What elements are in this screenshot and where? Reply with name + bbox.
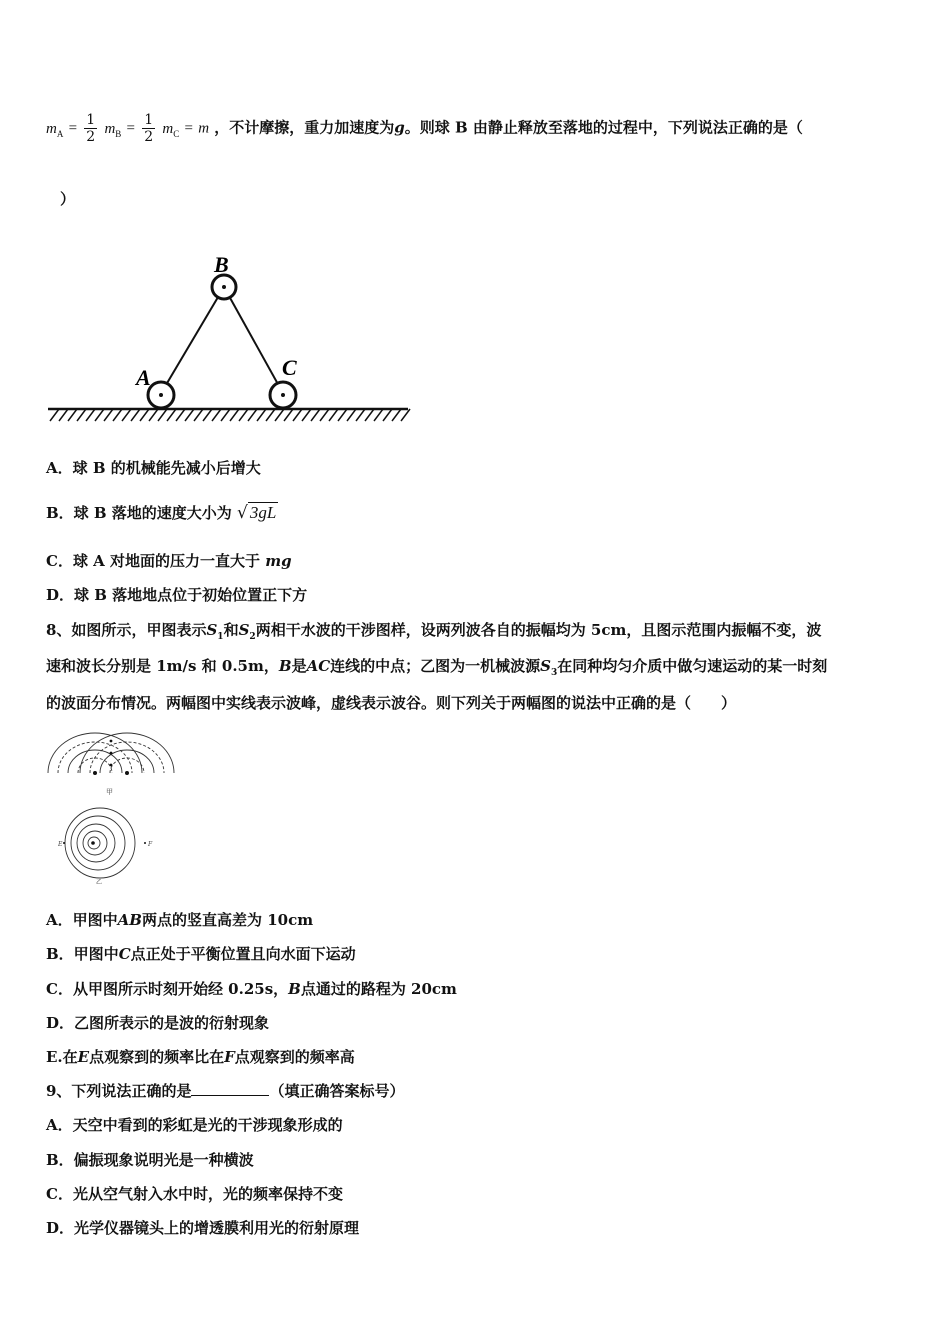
q7-stem-text2: 。则球 B 由静止释放至落地的过程中，下列说法正确的是（ [404, 118, 803, 137]
hatch-mark [185, 409, 194, 421]
q8-stem-line1: 8、如图所示，甲图表示$S_1$和$S_2$两相干水波的干涉图样，设两列波各自的振幅均为 5cm，且图示范围内振幅不变，波 [46, 621, 822, 642]
hatch-mark [122, 409, 131, 421]
label-b: B [214, 252, 229, 277]
source-s3-dot [91, 841, 95, 845]
hatch-mark [167, 409, 176, 421]
hatch-mark [239, 409, 248, 421]
q9-option-d: D．光学仪器镜头上的增透膜利用光的衍射原理 [46, 1219, 360, 1237]
hatch-mark [392, 409, 401, 421]
hatch-mark [158, 409, 167, 421]
hatch-mark [131, 409, 140, 421]
q8-stem-line2: 速和波长分别是 1m/s 和 0.5m，B是AC连线的中点；乙图为一机械波源$S_3$在同种均匀介质中做匀速运动的某一时刻 [46, 657, 828, 678]
hatch-mark [248, 409, 257, 421]
q7-g: g [394, 118, 405, 137]
q8-option-b: B．甲图中C点正处于平衡位置且向水面下运动 [46, 945, 356, 963]
hatch-mark [293, 409, 302, 421]
q9-option-b: B．偏振现象说明光是一种横波 [46, 1151, 254, 1169]
hatch-mark [311, 409, 320, 421]
label-c: C [282, 355, 297, 380]
rod-ab [160, 287, 224, 395]
hatch-mark [365, 409, 374, 421]
hatch-mark [383, 409, 392, 421]
q7-figure [40, 245, 420, 435]
q7-stem-text: ，不计摩擦，重力加速度为 [214, 118, 395, 137]
q8-option-d: D．乙图所表示的是波的衍射现象 [46, 1014, 270, 1032]
hatch-mark [50, 409, 59, 421]
rod-bc [224, 287, 284, 395]
hatch-mark [113, 409, 122, 421]
hatch-mark [374, 409, 383, 421]
q8-option-e: E.在E点观察到的频率比在F点观察到的频率高 [46, 1048, 355, 1066]
hatch-mark [284, 409, 293, 421]
hatch-mark [104, 409, 113, 421]
fig2-label-e: E [58, 841, 63, 848]
hatch-mark [212, 409, 221, 421]
q7-option-c: C．球 A 对地面的压力一直大于 mg [46, 552, 292, 570]
hatch-mark [86, 409, 95, 421]
hatch-mark [194, 409, 203, 421]
q7-option-a: A．球 B 的机械能先减小后增大 [46, 459, 261, 477]
formula-m-a: $m_A$ [46, 120, 64, 139]
hatch-mark [68, 409, 77, 421]
q7-close-paren: ） [60, 190, 76, 208]
q9-option-c: C．光从空气射入水中时，光的频率保持不变 [46, 1185, 343, 1203]
sqrt-expression: √ 3gL [237, 503, 277, 523]
fig1-caption: 甲 [106, 788, 113, 796]
hatch-mark [95, 409, 104, 421]
hatch-mark [356, 409, 365, 421]
hatch-mark [149, 409, 158, 421]
formula-m-c: $m_C$ [162, 120, 180, 139]
ground-hatch [50, 409, 410, 421]
hatch-mark [275, 409, 284, 421]
formula-m: m [198, 120, 210, 137]
hatch-mark [401, 409, 410, 421]
source-s1-dot [93, 771, 97, 775]
hatch-mark [338, 409, 347, 421]
q9-stem: 9、下列说法正确的是 （填正确答案标号） [46, 1082, 405, 1100]
hatch-mark [221, 409, 230, 421]
q8-figure-moving-source [58, 805, 168, 885]
q9-option-a: A．天空中看到的彩虹是光的干涉现象形成的 [46, 1116, 343, 1134]
fraction-half-2: $\frac{1}{2}$ [144, 112, 154, 145]
q8-option-c: C．从甲图所示时刻开始经 0.25s，B点通过的路程为 20cm [46, 980, 457, 998]
q7-option-d: D．球 B 落地地点位于初始位置正下方 [46, 586, 308, 604]
q7-stem-line: $m_A$ = $\frac{1}{2}$ $m_B$ = $\frac{1}{2}$ $m_C = m$ ，不计摩擦，重力加速度为g。则球 B 由静止释放至落地的过程中，下列说法正确的是（ [46, 112, 803, 145]
hatch-mark [230, 409, 239, 421]
fig2-caption: 乙 [96, 879, 103, 885]
q8-stem-line3: 的波面分布情况。两幅图中实线表示波峰，虚线表示波谷。则下列关于两幅图的说法中正确的是（ ） [46, 694, 737, 712]
q8-figure-interference [44, 725, 179, 797]
hatch-mark [302, 409, 311, 421]
hatch-mark [77, 409, 86, 421]
hatch-mark [347, 409, 356, 421]
answer-blank[interactable] [191, 1083, 269, 1096]
hatch-mark [140, 409, 149, 421]
hatch-mark [320, 409, 329, 421]
hatch-mark [203, 409, 212, 421]
q7-option-b: B．球 B 落地的速度大小为 √ 3gL [46, 503, 277, 523]
hatch-mark [266, 409, 275, 421]
hatch-mark [329, 409, 338, 421]
hatch-mark [257, 409, 266, 421]
hatch-mark [176, 409, 185, 421]
hatch-mark [59, 409, 68, 421]
fraction-half-1: $\frac{1}{2}$ [86, 112, 96, 145]
label-a: A [136, 365, 151, 390]
source-s2-dot [125, 771, 129, 775]
formula-m-b: $m_B$ [104, 120, 122, 139]
fig2-label-f: F [148, 841, 153, 848]
q8-option-a: A．甲图中AB两点的竖直高差为 10cm [46, 911, 314, 929]
